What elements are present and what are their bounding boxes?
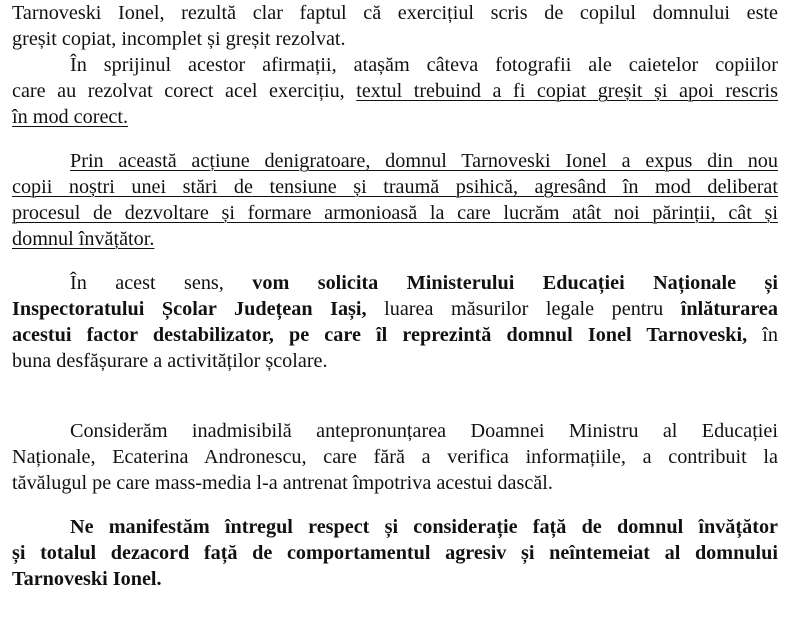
underlined-text: domnul învățător.	[12, 228, 155, 250]
paragraph-respect-statement	[12, 514, 778, 592]
text-line: Tarnoveski Ionel, rezultă clar faptul că exercițiul scris de copilul domnului este	[12, 2, 778, 24]
text-line: Ne manifestăm întregul respect și considerație față de domnul învățător	[70, 516, 778, 538]
text-line	[12, 270, 778, 296]
text-line: Naționale, Ecaterina Andronescu, care fără a verifica informațiile, a contribuit la	[12, 446, 778, 468]
text-line: greșit copiat, incomplet și greșit rezolvat.	[12, 28, 346, 50]
underlined-text: Prin această acțiune denigratoare, domnul Tarnoveski Ionel a expus din nou	[70, 150, 778, 172]
underlined-text: în mod corect.	[12, 106, 129, 128]
text-line: și totalul dezacord față de comportamentul agresiv și neîntemeiat al domnului	[12, 542, 778, 564]
bold-text: Inspectoratului Școlar Județean Iași,	[12, 298, 367, 320]
text-line	[12, 78, 778, 104]
text-line: Considerăm inadmisibilă antepronunțarea Doamnei Ministru al Educației	[70, 420, 778, 442]
paragraph-exercise-conclusion	[12, 0, 778, 52]
text-span: luarea măsurilor legale pentru	[366, 298, 681, 320]
text-line	[12, 104, 778, 130]
text-line	[12, 200, 778, 226]
text-line: tăvălugul pe care mass-media l-a antrenat împotriva acestui dascăl.	[12, 472, 553, 494]
document-page	[12, 0, 778, 592]
text-line	[12, 148, 778, 174]
paragraph-attached-photos	[12, 52, 778, 130]
text-line: În sprijinul acestor afirmații, atașăm câteva fotografii ale caietelor copiilor	[70, 54, 778, 76]
text-line	[12, 174, 778, 200]
paragraph-ministry-request	[12, 270, 778, 374]
text-line	[12, 296, 778, 322]
text-span: În acest sens,	[70, 272, 253, 294]
paragraph-minister-statement	[12, 418, 778, 496]
text-line	[12, 322, 778, 348]
bold-text: vom solicita Ministerului Educației Naționale și	[252, 272, 778, 294]
underlined-text: procesul de dezvoltare și formare armonioasă la care lucrăm atât noi părinții, cât și	[12, 202, 778, 224]
bold-text: înlăturarea	[680, 298, 778, 320]
underlined-text: copii noștri unei stări de tensiune și traumă psihică, agresând în mod deliberat	[12, 176, 778, 198]
underlined-text: textul trebuind a fi copiat greșit și apoi rescris	[356, 80, 779, 102]
bold-text: acestui factor destabilizator, pe care îl reprezintă domnul Ionel Tarnoveski,	[12, 324, 748, 346]
paragraph-denigrating-action	[12, 148, 778, 252]
text-line	[12, 226, 778, 252]
text-line: Tarnoveski Ionel.	[12, 568, 162, 590]
text-span: care au rezolvat corect acel exercițiu,	[12, 80, 357, 102]
text-span: în	[747, 324, 778, 346]
text-line: buna desfășurare a activităților școlare.	[12, 350, 328, 372]
